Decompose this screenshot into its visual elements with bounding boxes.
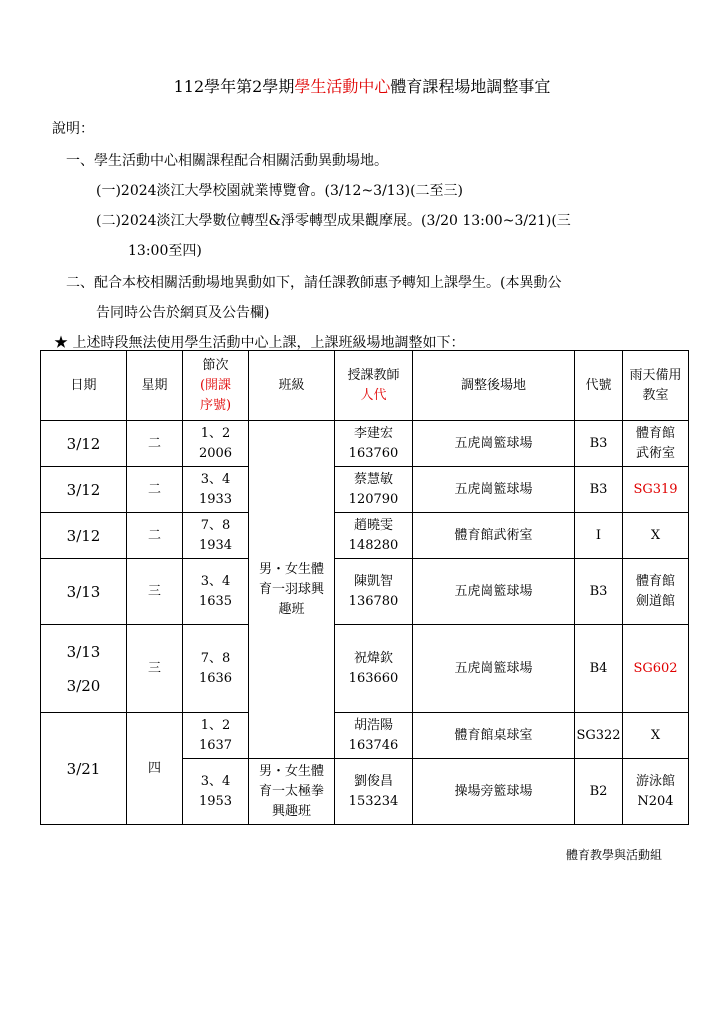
note-sub-2-cont: 13:00至四) [128, 243, 202, 259]
rain-room-cell: SG602 [623, 625, 689, 713]
period-cell: 7、8 1636 [183, 625, 249, 713]
note-item-2: 二、配合本校相關活動場地異動如下，請任課教師惠予轉知上課學生。(本異動公 [66, 275, 562, 291]
code-cell: B4 [575, 625, 623, 713]
note-sub-1: (一)2024淡江大學校園就業博覽會。(3/12~3/13)(二至三) [96, 183, 464, 199]
code-cell: B3 [575, 421, 623, 467]
header-class: 班級 [249, 351, 335, 421]
period-cell: 3、4 1953 [183, 759, 249, 825]
venue-cell: 體育館武術室 [413, 513, 575, 559]
date-cell: 3/21 [41, 713, 127, 825]
date-cell: 3/12 [41, 421, 127, 467]
header-period: 節次 (開課 序號) [183, 351, 249, 421]
table-row [41, 421, 689, 467]
teacher-cell: 祝煒欽 163660 [335, 625, 413, 713]
note-item-2-cont: 告同時公告於網頁及公告欄) [96, 305, 270, 321]
code-cell: B2 [575, 759, 623, 825]
teacher-cell: 陳凱智 136780 [335, 559, 413, 625]
rain-room-cell: 體育館 劍道館 [623, 559, 689, 625]
table-header-row [41, 351, 689, 421]
header-teacher: 授課教師 人代 [335, 351, 413, 421]
footer-department: 體育教學與活動組 [566, 848, 663, 862]
venue-cell: 五虎崗籃球場 [413, 421, 575, 467]
code-cell: B3 [575, 559, 623, 625]
period-cell: 3、4 1635 [183, 559, 249, 625]
code-cell: B3 [575, 467, 623, 513]
date-cell: 3/12 [41, 513, 127, 559]
page-title: 112學年第2學期學生活動中心體育課程場地調整事宜 [173, 77, 551, 96]
rain-room-cell: X [623, 713, 689, 759]
weekday-cell: 二 [127, 421, 183, 467]
rain-room-cell: 體育館 武術室 [623, 421, 689, 467]
header-weekday: 星期 [127, 351, 183, 421]
table-row [41, 513, 689, 559]
notes-label: 說明： [52, 121, 94, 137]
weekday-cell: 三 [127, 625, 183, 713]
class-cell-badminton: 男・女生體 育一羽球興 趣班 [249, 421, 335, 759]
note-sub-2: (二)2024淡江大學數位轉型&淨零轉型成果觀摩展。(3/20 13:00~3/21)(三 [96, 213, 571, 229]
table-row [41, 467, 689, 513]
period-cell: 1、2 1637 [183, 713, 249, 759]
code-cell: SG322 [575, 713, 623, 759]
rain-room-cell: X [623, 513, 689, 559]
class-cell-taichi: 男・女生體 育一太極拳 興趣班 [249, 759, 335, 825]
venue-cell: 體育館桌球室 [413, 713, 575, 759]
teacher-cell: 趙曉雯 148280 [335, 513, 413, 559]
weekday-cell: 四 [127, 713, 183, 825]
venue-cell: 五虎崗籃球場 [413, 625, 575, 713]
date-cell: 3/13 3/20 [41, 625, 127, 713]
venue-cell: 五虎崗籃球場 [413, 559, 575, 625]
note-item-1: 一、學生活動中心相關課程配合相關活動異動場地。 [66, 153, 388, 169]
teacher-cell: 蔡慧敏 120790 [335, 467, 413, 513]
venue-cell: 操場旁籃球場 [413, 759, 575, 825]
rain-room-cell: SG319 [623, 467, 689, 513]
venue-cell: 五虎崗籃球場 [413, 467, 575, 513]
date-cell: 3/12 [41, 467, 127, 513]
teacher-cell: 劉俊昌 153234 [335, 759, 413, 825]
code-cell: I [575, 513, 623, 559]
title-highlight: 學生活動中心 [294, 77, 391, 96]
date-cell: 3/13 [41, 559, 127, 625]
teacher-cell: 胡浩陽 163746 [335, 713, 413, 759]
header-venue: 調整後場地 [413, 351, 575, 421]
teacher-cell: 李建宏 163760 [335, 421, 413, 467]
header-date: 日期 [41, 351, 127, 421]
weekday-cell: 三 [127, 559, 183, 625]
header-code: 代號 [575, 351, 623, 421]
period-cell: 3、4 1933 [183, 467, 249, 513]
weekday-cell: 二 [127, 513, 183, 559]
schedule-table [40, 350, 689, 825]
star-note: ★ 上述時段無法使用學生活動中心上課，上課班級場地調整如下： [54, 335, 465, 351]
rain-room-cell: 游泳館 N204 [623, 759, 689, 825]
period-cell: 7、8 1934 [183, 513, 249, 559]
table-row [41, 625, 689, 713]
table-row [41, 559, 689, 625]
period-cell: 1、2 2006 [183, 421, 249, 467]
header-rain: 雨天備用 教室 [623, 351, 689, 421]
table-row [41, 713, 689, 759]
weekday-cell: 二 [127, 467, 183, 513]
